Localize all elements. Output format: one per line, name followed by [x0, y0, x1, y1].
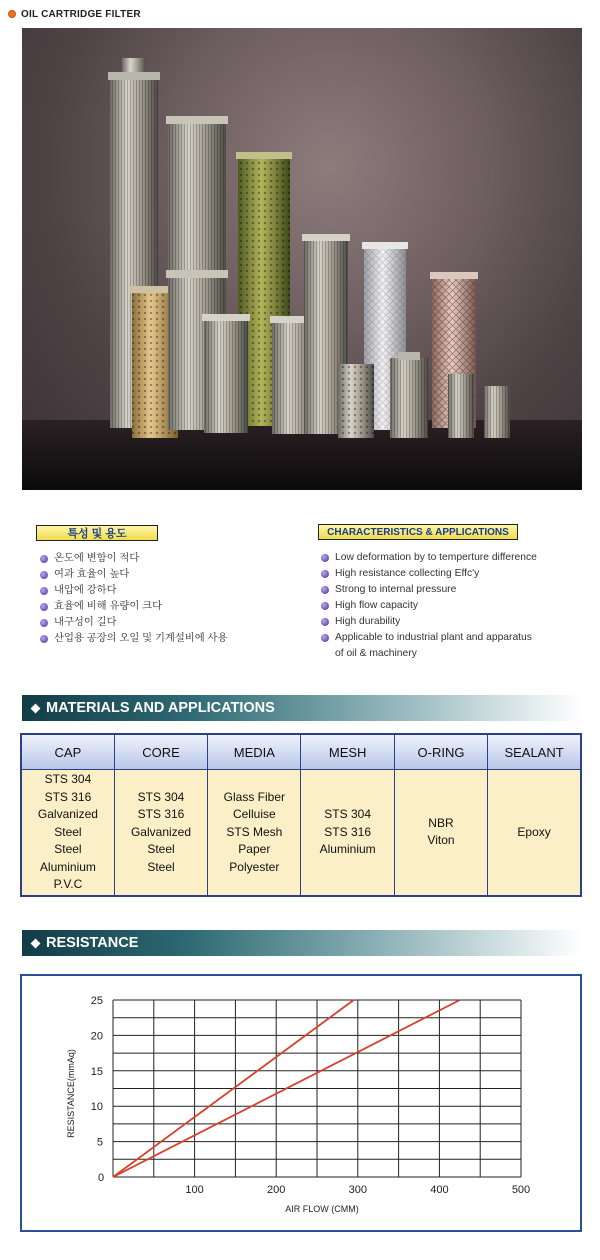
- list-item: [321, 566, 583, 582]
- bullet-dot-icon: [8, 10, 16, 18]
- table-header-row: [21, 734, 581, 770]
- list-item: [40, 583, 290, 599]
- materials-table: [20, 733, 582, 897]
- resistance-section-title: RESISTANCE: [46, 935, 139, 951]
- list-item: [40, 615, 290, 631]
- cell-line: STS 316: [137, 807, 185, 821]
- materials-section-title: MATERIALS AND APPLICATIONS: [46, 700, 275, 716]
- list-item: [321, 598, 583, 614]
- cell-line: Steel: [147, 842, 175, 856]
- cell-line: Polyester: [229, 859, 280, 874]
- cell-line: STS 304: [44, 772, 92, 786]
- y-tick-label: 25: [90, 995, 103, 1007]
- header-mesh: MESH: [301, 734, 394, 770]
- cell-line: Epoxy: [517, 824, 551, 839]
- list-item: [321, 582, 583, 598]
- bullet-icon: [40, 603, 48, 611]
- cell-line: Aluminium: [319, 842, 376, 856]
- list-item-text: High durability: [335, 616, 401, 627]
- product-photo: [22, 28, 582, 490]
- x-tick-label: 300: [348, 1184, 367, 1196]
- table-row: [21, 770, 581, 896]
- chart-svg: [22, 976, 580, 1230]
- list-item: [40, 599, 290, 615]
- resistance-section-bar: [22, 930, 582, 956]
- list-item-text: Strong to internal pressure: [335, 584, 457, 595]
- cell-core: [114, 770, 207, 896]
- cell-line: Viton: [427, 833, 455, 848]
- cell-media: [208, 770, 301, 896]
- header-cap: CAP: [21, 734, 114, 770]
- features-en-title: CHARACTERISTICS & APPLICATIONS: [318, 524, 518, 540]
- cell-line: Glass Fiber: [223, 789, 285, 804]
- header-core: CORE: [114, 734, 207, 770]
- diamond-icon: [31, 703, 41, 713]
- features-en-list: [321, 550, 583, 662]
- diamond-icon: [31, 938, 41, 948]
- y-tick-label: 20: [90, 1030, 103, 1043]
- y-axis-label: RESISTANCE(mmAq): [66, 1049, 76, 1138]
- cell-line: Steel: [54, 842, 82, 856]
- cell-line: Paper: [238, 842, 271, 856]
- list-item: [321, 614, 583, 630]
- cell-line: Celluise: [232, 807, 276, 821]
- cell-line: P.V.C: [53, 877, 83, 891]
- list-item-continuation: of oil & machinery: [335, 648, 417, 659]
- cell-line: STS 304: [324, 807, 371, 821]
- bullet-icon: [40, 587, 48, 595]
- header-media: MEDIA: [208, 734, 301, 770]
- list-item: [321, 550, 583, 566]
- bullet-icon: [321, 586, 329, 594]
- bullet-icon: [321, 618, 329, 626]
- list-item-text: 온도에 변함이 적다: [54, 553, 140, 564]
- header-sealant: SEALANT: [488, 734, 581, 770]
- features-kr-list: [40, 551, 290, 647]
- list-item-text: 내구성이 길다: [54, 617, 117, 628]
- bullet-icon: [40, 619, 48, 627]
- filters-illustration: [22, 28, 582, 490]
- cell-mesh: [301, 770, 394, 896]
- header-o-ring: O-RING: [394, 734, 487, 770]
- page-header: [8, 7, 141, 21]
- bullet-icon: [40, 635, 48, 643]
- list-item: [40, 551, 290, 567]
- x-tick-label: 0: [97, 1172, 105, 1184]
- cell-line: Steel: [54, 824, 82, 839]
- x-axis-label: AIR FLOW (CMM): [285, 1204, 359, 1214]
- cell-line: STS 304: [137, 789, 185, 804]
- list-item-text: 내압에 강하다: [54, 585, 117, 596]
- list-item: [40, 567, 290, 583]
- resistance-chart: [20, 974, 582, 1232]
- page-title: OIL CARTRIDGE FILTER: [21, 8, 141, 20]
- bullet-icon: [321, 602, 329, 610]
- list-item: [40, 631, 290, 647]
- bullet-icon: [321, 554, 329, 562]
- cell-line: STS 316: [44, 789, 92, 804]
- cell-line: Galvanized: [37, 807, 98, 821]
- list-item-text: High flow capacity: [335, 600, 418, 611]
- list-item-text: Applicable to industrial plant and apparatus: [335, 632, 532, 643]
- bullet-icon: [321, 634, 329, 642]
- cell-line: STS Mesh: [226, 824, 283, 839]
- cell-line: STS 316: [324, 824, 371, 839]
- cell-line: NBR: [428, 815, 454, 830]
- x-tick-label: 200: [267, 1184, 286, 1196]
- cell-line: Aluminium: [39, 859, 96, 874]
- features-kr-title: 특성 및 용도: [36, 525, 158, 541]
- y-tick-label: 15: [90, 1065, 103, 1078]
- bullet-icon: [40, 555, 48, 563]
- bullet-icon: [40, 571, 48, 579]
- x-tick-label: 400: [430, 1184, 449, 1196]
- materials-section-bar: [22, 695, 582, 721]
- cell-sealant: [488, 770, 581, 896]
- cell-line: Galvanized: [130, 824, 192, 839]
- list-item-text: 효율에 비해 유량이 크다: [54, 601, 163, 612]
- cell-line: Steel: [147, 859, 175, 874]
- cell-cap: [21, 770, 114, 896]
- x-tick-label: 500: [511, 1184, 531, 1196]
- y-tick-label: 5: [96, 1136, 103, 1149]
- list-item-text: High resistance collecting Effc'y: [335, 568, 480, 579]
- cell-o-ring: [394, 770, 487, 896]
- y-tick-label: 10: [90, 1101, 103, 1114]
- x-tick-label: 100: [185, 1184, 204, 1196]
- list-item-text: Low deformation by to temperture difference: [335, 552, 537, 563]
- list-item-text: 여과 효율이 높다: [54, 569, 130, 580]
- list-item-text: 산업용 공장의 오일 및 기계설비에 사용: [54, 633, 228, 644]
- bullet-icon: [321, 570, 329, 578]
- list-item: [321, 630, 583, 646]
